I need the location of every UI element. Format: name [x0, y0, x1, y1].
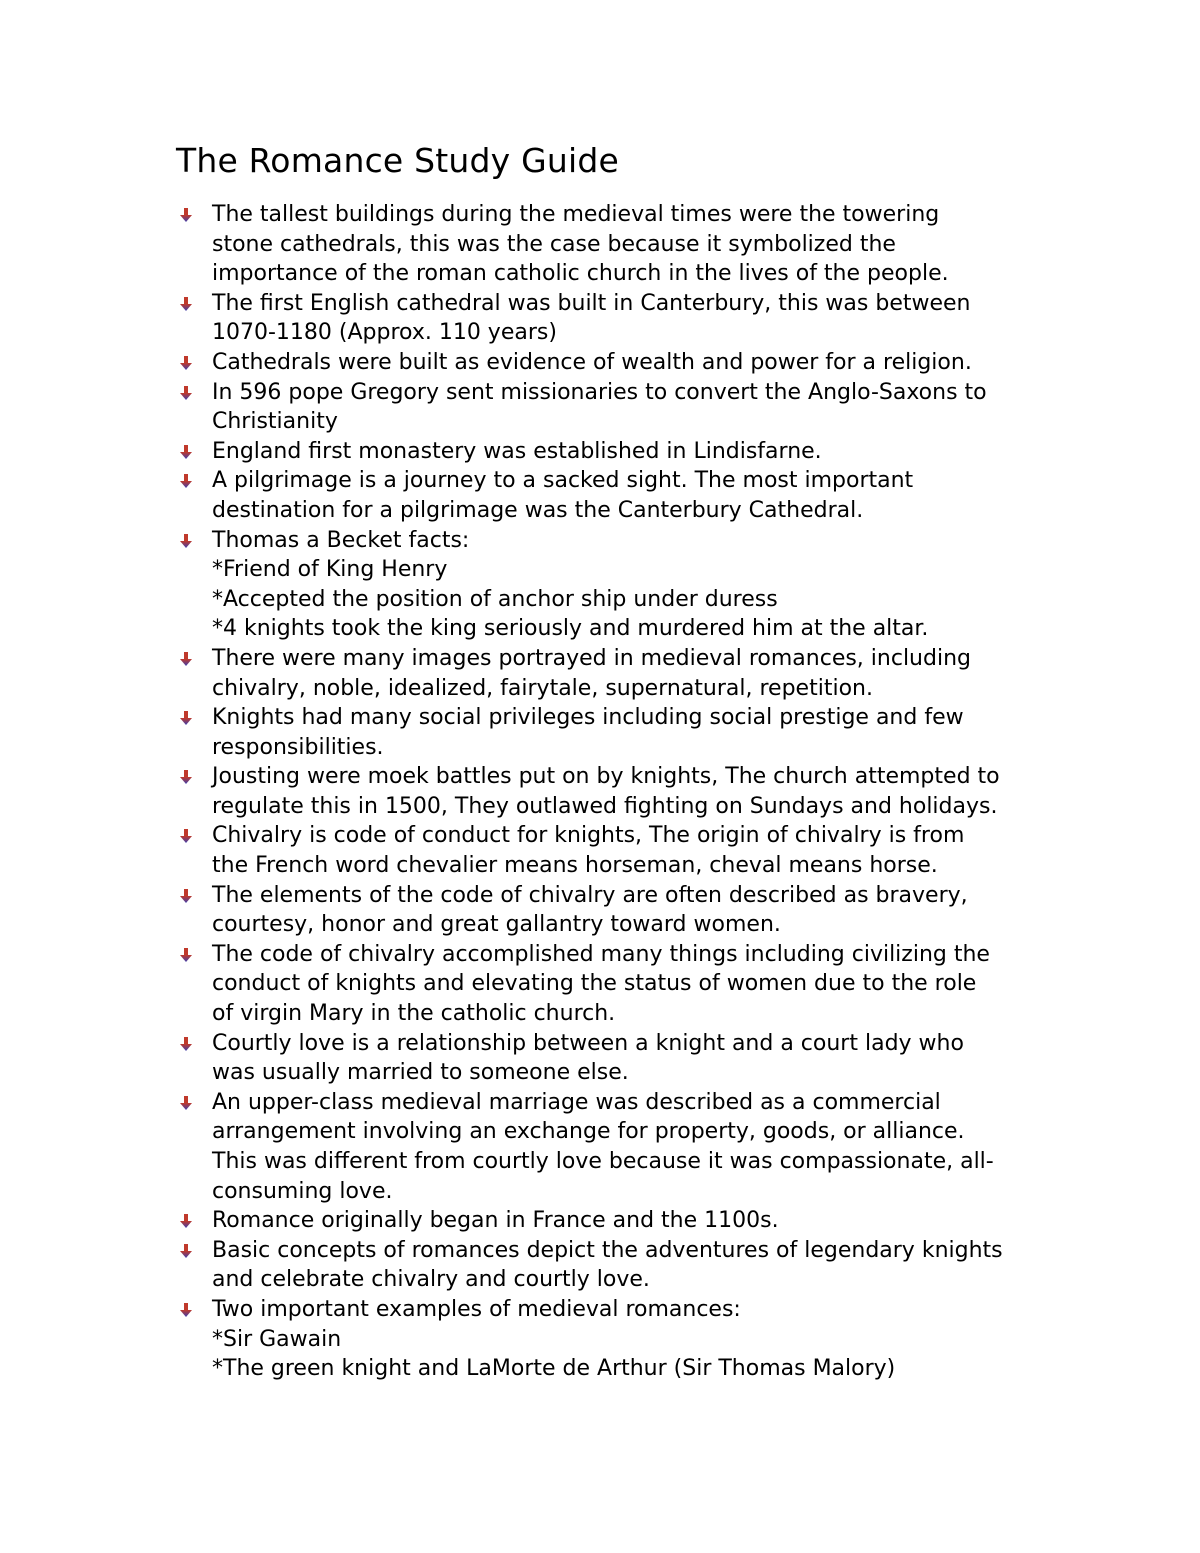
list-item-text: The elements of the code of chivalry are often described as bravery,: [212, 882, 968, 908]
list-item-continuation: stone cathedrals, this was the case because it symbolized the: [212, 231, 896, 257]
down-arrow-icon: [179, 1036, 193, 1052]
list-item-text: The code of chivalry accomplished many things including civilizing the: [212, 941, 990, 967]
down-arrow-icon: [179, 651, 193, 667]
page-title: The Romance Study Guide: [176, 141, 619, 180]
list-item-text: Thomas a Becket facts:: [212, 527, 470, 553]
list-item: [176, 466, 1076, 525]
list-item: [176, 821, 1076, 880]
down-arrow-icon: [179, 710, 193, 726]
down-arrow-icon: [179, 207, 193, 223]
list-item-continuation: courtesy, honor and great gallantry toward women.: [212, 912, 781, 938]
list-item-continuation: arrangement involving an exchange for property, goods, or alliance.: [212, 1119, 965, 1145]
list-item-text: Cathedrals were built as evidence of wealth and power for a religion.: [212, 349, 972, 375]
list-item-continuation: 1070-1180 (Approx. 110 years): [212, 320, 557, 346]
list-item-continuation: and celebrate chivalry and courtly love.: [212, 1267, 650, 1293]
list-item-text: There were many images portrayed in medieval romances, including: [212, 645, 971, 671]
down-arrow-icon: [179, 355, 193, 371]
list-item-text: Knights had many social privileges including social prestige and few: [212, 705, 964, 731]
down-arrow-icon: [179, 296, 193, 312]
list-item-text: Courtly love is a relationship between a knight and a court lady who: [212, 1030, 964, 1056]
list-item-continuation: *Accepted the position of anchor ship under duress: [212, 586, 778, 612]
down-arrow-icon: [179, 1095, 193, 1111]
list-item-text: Romance originally began in France and the 1100s.: [212, 1208, 779, 1234]
list-item: [176, 1029, 1076, 1088]
bullet-list: [176, 200, 1076, 1384]
list-item: [176, 200, 1076, 289]
list-item-continuation: the French word chevalier means horseman, cheval means horse.: [212, 853, 938, 879]
list-item-continuation: was usually married to someone else.: [212, 1060, 629, 1086]
down-arrow-icon: [179, 444, 193, 460]
list-item-continuation: *Friend of King Henry: [212, 557, 448, 583]
list-item-continuation: *Sir Gawain: [212, 1326, 342, 1352]
list-item-continuation: *4 knights took the king seriously and murdered him at the altar.: [212, 616, 929, 642]
list-item: [176, 526, 1076, 644]
list-item-continuation: This was different from courtly love because it was compassionate, all-: [212, 1149, 994, 1174]
list-item: [176, 703, 1076, 762]
down-arrow-icon: [179, 1302, 193, 1318]
down-arrow-icon: [179, 769, 193, 785]
list-item-continuation: of virgin Mary in the catholic church.: [212, 1001, 616, 1027]
list-item-text: Two important examples of medieval romances:: [212, 1296, 741, 1322]
list-item-continuation: conduct of knights and elevating the status of women due to the role: [212, 971, 977, 997]
list-item-continuation: regulate this in 1500, They outlawed fighting on Sundays and holidays.: [212, 793, 998, 819]
list-item: [176, 1088, 1076, 1206]
list-item: [176, 762, 1076, 821]
list-item-text: England first monastery was established in Lindisfarne.: [212, 438, 822, 464]
list-item-continuation: importance of the roman catholic church in the lives of the people.: [212, 261, 949, 287]
list-item: [176, 348, 1076, 378]
list-item-text: The first English cathedral was built in Canterbury, this was between: [212, 290, 971, 316]
list-item: [176, 1236, 1076, 1295]
list-item-continuation: chivalry, noble, idealized, fairytale, supernatural, repetition.: [212, 675, 873, 701]
down-arrow-icon: [179, 1213, 193, 1229]
list-item-continuation: consuming love.: [212, 1178, 393, 1204]
list-item: [176, 1206, 1076, 1236]
down-arrow-icon: [179, 828, 193, 844]
list-item: [176, 1295, 1076, 1384]
down-arrow-icon: [179, 1243, 193, 1259]
list-item: [176, 644, 1076, 703]
list-item-continuation: destination for a pilgrimage was the Canterbury Cathedral.: [212, 497, 864, 523]
list-item: [176, 881, 1076, 940]
list-item-continuation: Christianity: [212, 409, 338, 435]
list-item-text: The tallest buildings during the medieval times were the towering: [212, 202, 940, 227]
list-item: [176, 437, 1076, 467]
down-arrow-icon: [179, 947, 193, 963]
list-item-text: In 596 pope Gregory sent missionaries to convert the Anglo-Saxons to: [212, 379, 987, 405]
list-item-text: An upper-class medieval marriage was described as a commercial: [212, 1089, 941, 1115]
list-item-continuation: *The green knight and LaMorte de Arthur (Sir Thomas Malory): [212, 1356, 896, 1382]
list-item-text: A pilgrimage is a journey to a sacked sight. The most important: [212, 468, 914, 494]
down-arrow-icon: [179, 888, 193, 904]
list-item: [176, 940, 1076, 1029]
list-item: [176, 289, 1076, 348]
list-item-text: Basic concepts of romances depict the adventures of legendary knights: [212, 1237, 1003, 1263]
list-item-text: Chivalry is code of conduct for knights, The origin of chivalry is from: [212, 823, 965, 849]
down-arrow-icon: [179, 385, 193, 401]
list-item: [176, 378, 1076, 437]
list-item-text: Jousting were moek battles put on by knights, The church attempted to: [212, 764, 1000, 790]
down-arrow-icon: [179, 473, 193, 489]
down-arrow-icon: [179, 533, 193, 549]
list-item-continuation: responsibilities.: [212, 734, 384, 760]
